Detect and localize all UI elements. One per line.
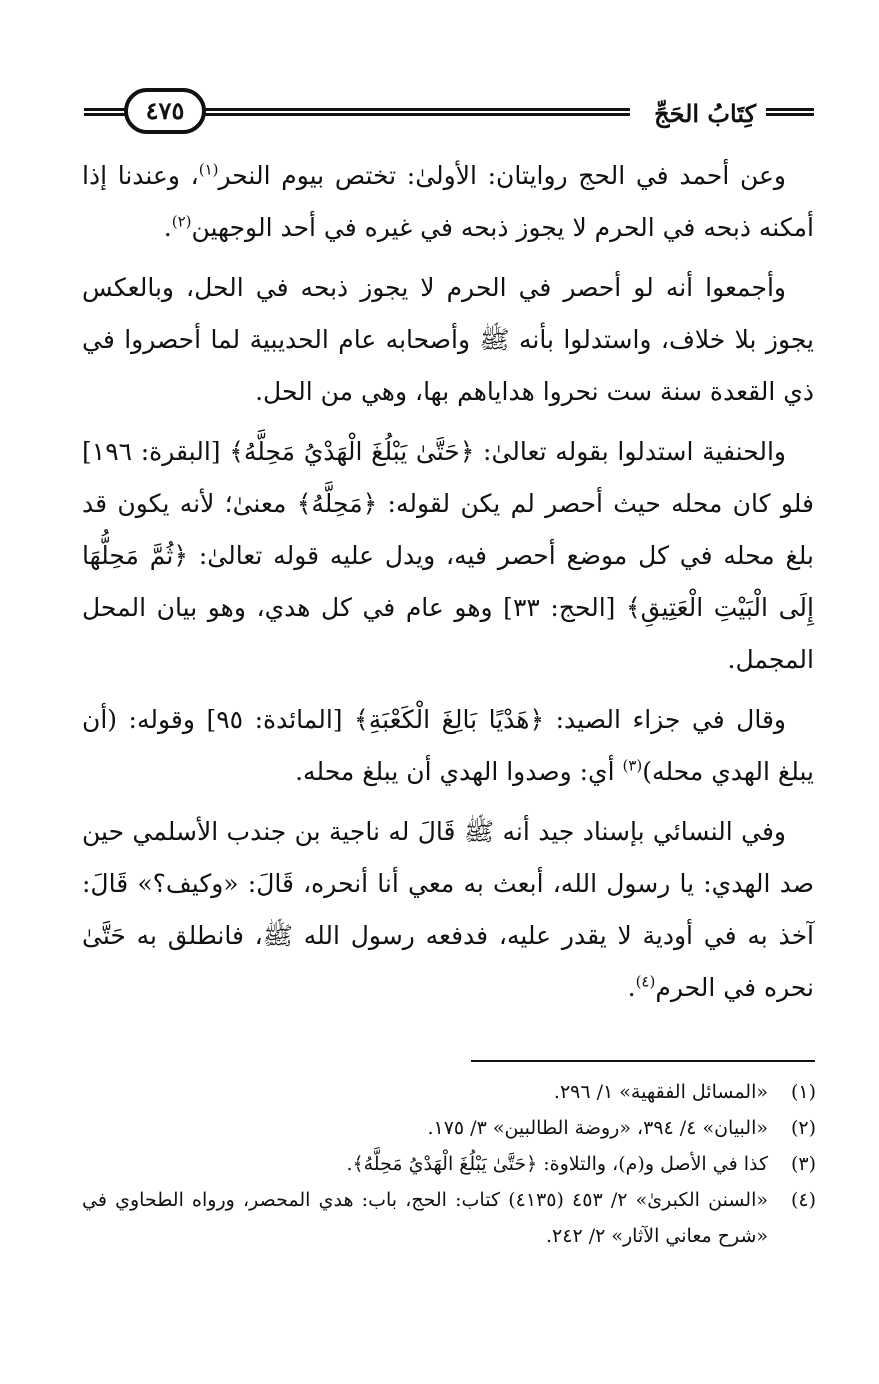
footnote-text: «البيان» ٤/ ٣٩٤، «روضة الطالبين» ٣/ ١٧٥. <box>427 1117 768 1139</box>
footnote-4 <box>82 1182 816 1254</box>
paragraph-2 <box>82 262 814 418</box>
chapter-title: كِتَابُ الحَجِّ <box>654 99 756 128</box>
footnote-ref-1: (١) <box>198 160 219 179</box>
footnote-separator <box>471 1060 815 1062</box>
text-segment: وفي النسائي بإسناد جيد أنه ﷺ قَالَ له ناجية بن جندب الأسلمي حين صد الهدي: يا رسول الله، أبعث به معي أنا أنحره، قَالَ: «وكيف؟» قَالَ: آخذ به في أودية لا يقدر عليه، فدفعه رسول الله ﷺ، فانطلق به حَتَّىٰ نحره في الحرم <box>82 817 814 1002</box>
paragraph-1 <box>82 150 814 254</box>
page-number: ٤٧٥ <box>124 88 206 134</box>
paragraph-5 <box>82 806 814 1014</box>
text-segment: وعن أحمد في الحج روايتان: الأولىٰ: تختص بيوم النحر <box>218 161 787 190</box>
text-segment: وأجمعوا أنه لو أحصر في الحرم لا يجوز ذبحه في الحل، وبالعكس يجوز بلا خلاف، واستدلوا بأنه ﷺ وأصحابه عام الحديبية لما أحصروا في ذي القعدة سنة ست نحروا هداياهم بها، وهي من الحل. <box>82 273 814 406</box>
text-segment: ، وعندنا إذا أمكنه ذبحه في الحرم لا يجوز ذبحه في غيره في أحد الوجهين <box>82 161 814 242</box>
paragraph-3 <box>82 426 814 686</box>
footnotes <box>82 1074 816 1254</box>
footnote-1 <box>82 1074 816 1110</box>
main-text <box>82 150 814 1022</box>
footnote-text: كذا في الأصل و(م)، والتلاوة: ﴿حَتَّىٰ يَبْلُغَ الْهَدْيُ مَحِلَّهُ﴾. <box>346 1153 768 1175</box>
text-segment: والحنفية استدلوا بقوله تعالىٰ: ﴿حَتَّىٰ يَبْلُغَ الْهَدْيُ مَحِلَّهُ﴾ [البقرة: ١٩٦] فلو كان محله حيث أحصر لم يكن لقوله: ﴿مَحِلَّهُ﴾ معنىٰ؛ لأنه يكون قد بلغ محله في كل موضع أحصر فيه، ويدل عليه قوله تعالىٰ: ﴿ثُمَّ مَحِلُّهَا إِلَى الْبَيْتِ الْعَتِيقِ﴾ [الحج: ٣٣] وهو عام في كل هدي، وهو بيان المحل المجمل. <box>82 437 814 674</box>
footnote-number: (٢) <box>790 1117 816 1139</box>
footnote-2 <box>82 1110 816 1146</box>
text-segment: . <box>163 213 172 242</box>
header-rule-left <box>84 108 126 116</box>
text-segment: . <box>627 973 636 1002</box>
header-rule-middle <box>204 108 630 116</box>
footnote-number: (٣) <box>790 1153 816 1175</box>
footnote-text: «المسائل الفقهية» ١/ ٢٩٦. <box>553 1081 768 1103</box>
footnote-number: (١) <box>790 1081 816 1103</box>
paragraph-4 <box>82 694 814 798</box>
text-segment: أي: وصدوا الهدي أن يبلغ محله. <box>295 757 623 786</box>
footnote-3 <box>82 1146 816 1182</box>
footnote-ref-4: (٤) <box>635 972 656 991</box>
footnote-number: (٤) <box>790 1189 816 1211</box>
footnote-text: «السنن الكبرىٰ» ٢/ ٤٥٣ (٤١٣٥) كتاب: الحج، باب: هدي المحصر، ورواه الطحاوي في «شرح معاني الآثار» ٢/ ٢٤٢. <box>82 1189 768 1247</box>
footnote-ref-2: (٢) <box>171 212 192 231</box>
text-segment: وقال في جزاء الصيد: ﴿هَدْيًا بَالِغَ الْكَعْبَةِ﴾ [المائدة: ٩٥] وقوله: (أن يبلغ الهدي محله) <box>82 705 814 786</box>
page-header <box>84 88 814 144</box>
header-rule-right <box>766 108 814 116</box>
footnote-ref-3: (٣) <box>622 756 643 775</box>
